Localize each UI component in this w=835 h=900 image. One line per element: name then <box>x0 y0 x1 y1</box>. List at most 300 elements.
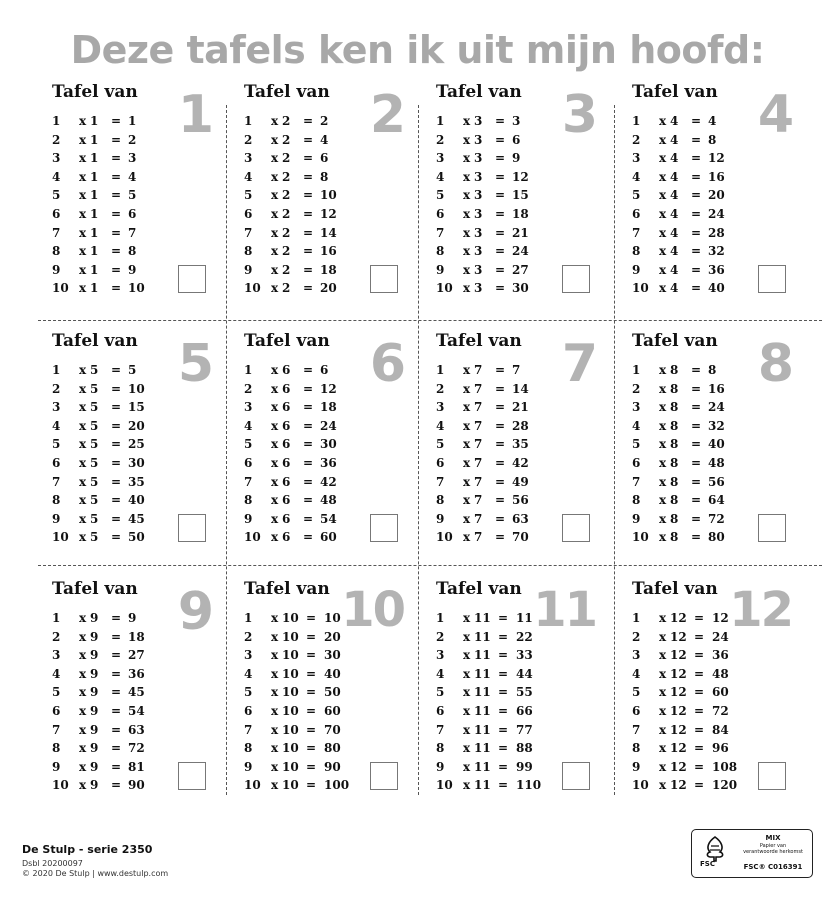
multiplier: 6 <box>436 206 445 221</box>
table-card-8 <box>618 324 814 569</box>
equals-sign: = <box>694 611 705 625</box>
multiplier: 4 <box>244 418 253 433</box>
times-sign: x <box>271 741 279 756</box>
checkbox[interactable] <box>562 265 590 293</box>
fsc-description-line2: verantwoorde herkomst <box>743 849 803 855</box>
table-factor: 7 <box>474 493 483 508</box>
table-factor: 5 <box>90 381 99 396</box>
equals-sign: = <box>306 778 317 793</box>
checkbox[interactable] <box>178 762 206 790</box>
table-row <box>52 114 222 133</box>
table-row <box>52 151 222 170</box>
multiplier: 7 <box>436 225 445 240</box>
product: 40 <box>128 493 145 508</box>
table-row <box>436 437 606 456</box>
multiplier: 6 <box>52 455 61 470</box>
product: 42 <box>320 474 337 489</box>
fsc-description-line1: Papier van <box>759 843 787 849</box>
multiplier: 8 <box>52 741 61 756</box>
times-sign: x <box>659 225 667 240</box>
times-sign: x <box>271 474 279 489</box>
product: 4 <box>320 132 329 147</box>
multiplier: 9 <box>244 262 253 277</box>
equals-sign: = <box>495 244 506 259</box>
multiplier: 6 <box>632 455 641 470</box>
table-factor: 5 <box>90 455 99 470</box>
table-factor: 11 <box>474 703 491 718</box>
checkbox[interactable] <box>178 265 206 293</box>
times-sign: x <box>463 611 471 625</box>
table-row <box>436 400 606 419</box>
table-factor: 5 <box>90 511 99 526</box>
product: 2 <box>128 132 137 147</box>
times-sign: x <box>271 114 279 128</box>
table-card-6 <box>230 324 426 569</box>
product: 36 <box>712 648 729 663</box>
table-factor: 8 <box>670 530 679 545</box>
times-sign: x <box>271 530 279 545</box>
table-factor: 4 <box>670 169 679 184</box>
table-row <box>244 630 414 649</box>
equals-sign: = <box>694 685 705 700</box>
multiplier: 4 <box>436 666 445 681</box>
times-sign: x <box>271 666 279 681</box>
product: 99 <box>516 759 533 774</box>
table-factor: 7 <box>474 363 483 377</box>
table-factor: 2 <box>282 151 291 166</box>
equals-sign: = <box>495 151 506 166</box>
table-row <box>244 493 414 512</box>
table-factor: 6 <box>282 418 291 433</box>
table-factor: 1 <box>90 281 99 296</box>
checkbox[interactable] <box>562 514 590 542</box>
table-factor: 3 <box>474 206 483 221</box>
table-factor: 6 <box>282 363 291 377</box>
equals-sign: = <box>303 281 314 296</box>
table-factor: 8 <box>670 418 679 433</box>
table-card-3 <box>422 75 618 320</box>
equals-sign: = <box>495 437 506 452</box>
equals-sign: = <box>498 759 509 774</box>
product: 81 <box>128 759 145 774</box>
equals-sign: = <box>303 400 314 415</box>
table-factor: 8 <box>670 363 679 377</box>
multiplier: 5 <box>632 188 641 203</box>
table-row <box>632 741 802 760</box>
multiplier: 6 <box>436 703 445 718</box>
times-sign: x <box>463 188 471 203</box>
times-sign: x <box>271 400 279 415</box>
multiplier: 3 <box>52 400 61 415</box>
multiplier: 5 <box>436 188 445 203</box>
table-factor: 12 <box>670 648 687 663</box>
multiplier: 8 <box>632 493 641 508</box>
table-row <box>244 170 414 189</box>
multiplier: 2 <box>244 381 253 396</box>
product: 18 <box>512 206 529 221</box>
equals-sign: = <box>495 455 506 470</box>
product: 44 <box>516 666 533 681</box>
table-row <box>632 244 802 263</box>
table-factor: 5 <box>90 418 99 433</box>
equals-sign: = <box>303 151 314 166</box>
table-row <box>52 493 222 512</box>
checkbox[interactable] <box>758 762 786 790</box>
table-row <box>632 363 802 382</box>
equals-sign: = <box>306 703 317 718</box>
product: 14 <box>512 381 529 396</box>
times-sign: x <box>79 511 87 526</box>
equals-sign: = <box>306 611 317 625</box>
table-factor: 2 <box>282 114 291 128</box>
times-sign: x <box>271 648 279 663</box>
table-factor: 10 <box>282 778 299 793</box>
table-row <box>52 667 222 686</box>
equals-sign: = <box>691 511 702 526</box>
table-factor: 4 <box>670 262 679 277</box>
equals-sign: = <box>303 169 314 184</box>
multiplier: 9 <box>52 759 61 774</box>
multiplier: 7 <box>52 474 61 489</box>
multiplier: 2 <box>632 629 641 644</box>
product: 72 <box>128 741 145 756</box>
table-factor: 3 <box>474 151 483 166</box>
table-factor: 4 <box>670 225 679 240</box>
multiplier: 2 <box>52 132 61 147</box>
times-sign: x <box>659 188 667 203</box>
table-heading: Tafel van <box>244 331 330 351</box>
checkbox[interactable] <box>562 762 590 790</box>
table-factor: 4 <box>670 188 679 203</box>
table-factor: 7 <box>474 400 483 415</box>
times-sign: x <box>271 225 279 240</box>
multiplier: 8 <box>244 244 253 259</box>
product: 6 <box>320 363 329 377</box>
equals-sign: = <box>691 244 702 259</box>
product: 30 <box>324 648 341 663</box>
multiplier: 2 <box>632 132 641 147</box>
times-sign: x <box>271 722 279 737</box>
equals-sign: = <box>111 244 122 259</box>
table-row <box>52 226 222 245</box>
table-row <box>244 114 414 133</box>
multiplier: 6 <box>52 703 61 718</box>
table-factor: 3 <box>474 262 483 277</box>
product: 48 <box>320 493 337 508</box>
fsc-label-box <box>691 829 813 878</box>
times-sign: x <box>463 132 471 147</box>
equals-sign: = <box>495 114 506 128</box>
times-sign: x <box>659 685 667 700</box>
table-row <box>244 667 414 686</box>
table-row <box>244 133 414 152</box>
times-sign: x <box>271 244 279 259</box>
table-factor: 1 <box>90 132 99 147</box>
checkbox[interactable] <box>758 265 786 293</box>
equals-sign: = <box>498 666 509 681</box>
table-factor: 12 <box>670 759 687 774</box>
table-row <box>52 170 222 189</box>
product: 11 <box>516 611 533 625</box>
table-number: 7 <box>561 334 596 394</box>
times-sign: x <box>463 629 471 644</box>
table-card-5 <box>38 324 234 569</box>
table-factor: 8 <box>670 511 679 526</box>
table-row <box>244 382 414 401</box>
product: 63 <box>128 722 145 737</box>
table-factor: 8 <box>670 493 679 508</box>
times-sign: x <box>463 685 471 700</box>
equals-sign: = <box>306 722 317 737</box>
equals-sign: = <box>303 381 314 396</box>
table-row <box>52 723 222 742</box>
multiplier: 10 <box>244 281 261 296</box>
multiplier: 2 <box>52 629 61 644</box>
multiplier: 5 <box>52 188 61 203</box>
multiplier: 7 <box>632 474 641 489</box>
times-sign: x <box>659 363 667 377</box>
table-row <box>632 133 802 152</box>
table-row <box>244 244 414 263</box>
product: 77 <box>516 722 533 737</box>
table-factor: 11 <box>474 778 491 793</box>
equals-sign: = <box>303 132 314 147</box>
page-title: Deze tafels ken ik uit mijn hoofd: <box>70 28 765 72</box>
equals-sign: = <box>111 363 122 377</box>
footer-series: De Stulp - serie 2350 <box>22 843 153 856</box>
product: 54 <box>320 511 337 526</box>
product: 3 <box>128 151 137 166</box>
table-factor: 2 <box>282 225 291 240</box>
table-factor: 9 <box>90 741 99 756</box>
product: 96 <box>712 741 729 756</box>
equals-sign: = <box>303 455 314 470</box>
table-row <box>244 207 414 226</box>
table-row <box>436 188 606 207</box>
equals-sign: = <box>694 741 705 756</box>
product: 28 <box>512 418 529 433</box>
product: 33 <box>516 648 533 663</box>
table-row <box>632 114 802 133</box>
product: 14 <box>320 225 337 240</box>
multiplier: 1 <box>52 611 61 625</box>
equals-sign: = <box>111 188 122 203</box>
equals-sign: = <box>306 629 317 644</box>
times-sign: x <box>463 530 471 545</box>
multiplier: 8 <box>436 741 445 756</box>
equals-sign: = <box>691 169 702 184</box>
product: 28 <box>708 225 725 240</box>
product: 42 <box>512 455 529 470</box>
table-factor: 3 <box>474 132 483 147</box>
product: 90 <box>324 759 341 774</box>
equals-sign: = <box>303 511 314 526</box>
product: 24 <box>708 400 725 415</box>
product: 72 <box>712 703 729 718</box>
times-sign: x <box>659 629 667 644</box>
times-sign: x <box>463 493 471 508</box>
multiplier: 1 <box>632 363 641 377</box>
table-card-12 <box>618 572 814 817</box>
checkbox[interactable] <box>178 514 206 542</box>
table-heading: Tafel van <box>632 579 718 599</box>
times-sign: x <box>463 759 471 774</box>
equals-sign: = <box>303 493 314 508</box>
times-sign: x <box>79 418 87 433</box>
times-sign: x <box>463 437 471 452</box>
multiplier: 3 <box>632 400 641 415</box>
table-factor: 9 <box>90 648 99 663</box>
table-heading: Tafel van <box>52 331 138 351</box>
multiplier: 6 <box>52 206 61 221</box>
table-row <box>244 188 414 207</box>
equals-sign: = <box>303 530 314 545</box>
multiplier: 8 <box>436 244 445 259</box>
multiplier: 2 <box>436 132 445 147</box>
times-sign: x <box>271 455 279 470</box>
table-factor: 8 <box>670 437 679 452</box>
checkbox[interactable] <box>370 762 398 790</box>
times-sign: x <box>659 114 667 128</box>
table-row <box>436 363 606 382</box>
multiplier: 9 <box>436 262 445 277</box>
multiplier: 5 <box>244 188 253 203</box>
times-sign: x <box>463 151 471 166</box>
times-sign: x <box>659 244 667 259</box>
times-sign: x <box>79 188 87 203</box>
equals-sign: = <box>111 648 122 663</box>
table-row <box>632 207 802 226</box>
table-factor: 11 <box>474 611 491 625</box>
table-number: 3 <box>561 85 596 145</box>
equals-sign: = <box>495 474 506 489</box>
times-sign: x <box>271 493 279 508</box>
multiplier: 1 <box>632 114 641 128</box>
multiplier: 4 <box>244 666 253 681</box>
multiplier: 7 <box>436 722 445 737</box>
checkbox[interactable] <box>370 514 398 542</box>
table-row <box>52 400 222 419</box>
product: 100 <box>324 778 350 793</box>
table-factor: 5 <box>90 437 99 452</box>
table-factor: 6 <box>282 530 291 545</box>
product: 32 <box>708 244 725 259</box>
table-factor: 12 <box>670 666 687 681</box>
equals-sign: = <box>111 611 122 625</box>
table-factor: 2 <box>282 281 291 296</box>
equals-sign: = <box>495 511 506 526</box>
equals-sign: = <box>303 114 314 128</box>
equals-sign: = <box>111 629 122 644</box>
product: 5 <box>128 188 137 203</box>
table-factor: 7 <box>474 530 483 545</box>
times-sign: x <box>271 703 279 718</box>
table-factor: 3 <box>474 225 483 240</box>
product: 4 <box>708 114 717 128</box>
equals-sign: = <box>111 132 122 147</box>
table-factor: 12 <box>670 629 687 644</box>
times-sign: x <box>79 281 87 296</box>
multiplier: 10 <box>244 778 261 793</box>
equals-sign: = <box>495 188 506 203</box>
table-factor: 10 <box>282 741 299 756</box>
times-sign: x <box>659 437 667 452</box>
times-sign: x <box>271 363 279 377</box>
checkbox[interactable] <box>758 514 786 542</box>
equals-sign: = <box>495 225 506 240</box>
equals-sign: = <box>111 455 122 470</box>
times-sign: x <box>79 225 87 240</box>
multiplier: 2 <box>52 381 61 396</box>
product: 15 <box>128 400 145 415</box>
times-sign: x <box>463 363 471 377</box>
table-factor: 5 <box>90 493 99 508</box>
table-heading: Tafel van <box>632 82 718 102</box>
table-factor: 10 <box>282 759 299 774</box>
table-factor: 12 <box>670 778 687 793</box>
product: 21 <box>512 225 529 240</box>
multiplier: 7 <box>244 722 253 737</box>
multiplier: 9 <box>244 511 253 526</box>
table-factor: 12 <box>670 685 687 700</box>
table-factor: 9 <box>90 759 99 774</box>
multiplier: 4 <box>436 418 445 433</box>
checkbox[interactable] <box>370 265 398 293</box>
table-factor: 6 <box>282 455 291 470</box>
times-sign: x <box>79 114 87 128</box>
multiplier: 8 <box>632 244 641 259</box>
table-row <box>632 437 802 456</box>
times-sign: x <box>271 381 279 396</box>
table-factor: 6 <box>282 511 291 526</box>
table-row <box>436 667 606 686</box>
product: 66 <box>516 703 533 718</box>
product: 72 <box>708 511 725 526</box>
table-row <box>436 419 606 438</box>
product: 40 <box>708 281 725 296</box>
times-sign: x <box>271 188 279 203</box>
table-heading: Tafel van <box>436 82 522 102</box>
multiplier: 3 <box>52 151 61 166</box>
product: 5 <box>128 363 137 377</box>
times-sign: x <box>79 611 87 625</box>
product: 30 <box>128 455 145 470</box>
table-factor: 4 <box>670 244 679 259</box>
product: 80 <box>324 741 341 756</box>
equals-sign: = <box>306 741 317 756</box>
product: 60 <box>320 530 337 545</box>
table-row <box>632 400 802 419</box>
equals-sign: = <box>691 188 702 203</box>
product: 12 <box>712 611 729 625</box>
times-sign: x <box>79 703 87 718</box>
table-row <box>436 133 606 152</box>
table-factor: 11 <box>474 666 491 681</box>
times-sign: x <box>659 778 667 793</box>
equals-sign: = <box>495 400 506 415</box>
multiplier: 3 <box>244 648 253 663</box>
multiplier: 2 <box>244 629 253 644</box>
times-sign: x <box>659 262 667 277</box>
table-row <box>244 723 414 742</box>
table-number: 5 <box>177 334 212 394</box>
table-row <box>632 419 802 438</box>
equals-sign: = <box>303 418 314 433</box>
product: 70 <box>324 722 341 737</box>
product: 45 <box>128 685 145 700</box>
times-sign: x <box>79 648 87 663</box>
equals-sign: = <box>495 281 506 296</box>
